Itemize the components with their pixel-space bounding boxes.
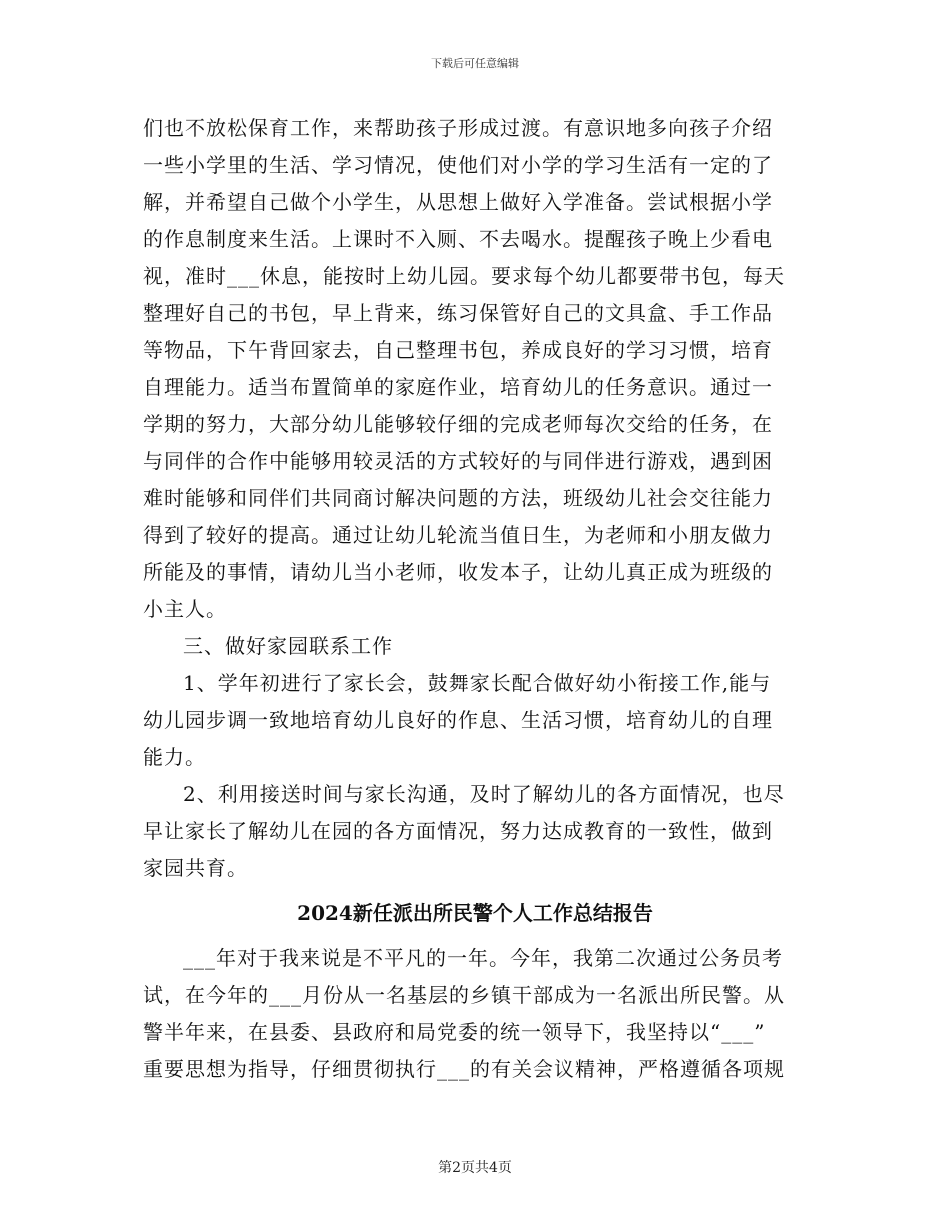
list-item-line: 能力。	[143, 745, 206, 769]
paragraph-line: 学期的努力，大部分幼儿能够较仔细的完成老师每次交给的任务，在	[143, 412, 773, 436]
paragraph-line: 所能及的事情，请幼儿当小老师，收发本子，让幼儿真正成为班级的	[143, 560, 773, 584]
paragraph-line: 解，并希望自己做个小学生，从思想上做好入学准备。尝试根据小学	[143, 190, 773, 214]
paragraph-line: 试，在今年的___月份从一名基层的乡镇干部成为一名派出所民警。从	[143, 983, 785, 1007]
report-title: 2024新任派出所民警个人工作总结报告	[297, 901, 653, 925]
paragraph-line: 重要思想为指导，仔细贯彻执行___的有关会议精神，严格遵循各项规	[143, 1057, 785, 1081]
paragraph-line: 得到了较好的提高。通过让幼儿轮流当值日生，为老师和小朋友做力	[143, 523, 773, 547]
paragraph-line: 等物品，下午背回家去，自己整理书包，养成良好的学习习惯，培育	[143, 338, 773, 362]
list-item-line: 2、利用接送时间与家长沟通，及时了解幼儿的各方面情况，也尽	[183, 782, 785, 806]
paragraph-line: 难时能够和同伴们共同商讨解决问题的方法，班级幼儿社会交往能力	[143, 486, 773, 510]
list-item-line: 1、学年初进行了家长会，鼓舞家长配合做好幼小衔接工作,能与	[183, 671, 772, 695]
page-number: 第2页共4页	[438, 1160, 512, 1176]
body-text	[143, 110, 808, 887]
paragraph-line: 整理好自己的书包，早上背来，练习保管好自己的文具盒、手工作品	[143, 301, 773, 325]
section-heading: 三、做好家园联系工作	[183, 634, 393, 658]
paragraph-line: 自理能力。适当布置简单的家庭作业，培育幼儿的任务意识。通过一	[143, 375, 773, 399]
paragraph-line: 视，准时___休息，能按时上幼儿园。要求每个幼儿都要带书包，每天	[143, 264, 785, 288]
paragraph-line: 们也不放松保育工作，来帮助孩子形成过渡。有意识地多向孩子介绍	[143, 116, 773, 140]
list-item-line: 家园共育。	[143, 856, 248, 880]
paragraph-line: 小主人。	[143, 597, 227, 621]
paragraph-line: 一些小学里的生活、学习情况，使他们对小学的学习生活有一定的了	[143, 153, 773, 177]
report-body	[143, 940, 808, 1088]
paragraph-line: 与同伴的合作中能够用较灵活的方式较好的与同伴进行游戏，遇到困	[143, 449, 773, 473]
list-item-line: 早让家长了解幼儿在园的各方面情况，努力达成教育的一致性，做到	[143, 819, 773, 843]
list-item-line: 幼儿园步调一致地培育幼儿良好的作息、生活习惯，培育幼儿的自理	[143, 708, 773, 732]
paragraph-line: 警半年来，在县委、县政府和局党委的统一领导下，我坚持以“___”	[143, 1020, 766, 1044]
header-note: 下载后可任意编辑	[431, 57, 519, 70]
paragraph-line: 的作息制度来生活。上课时不入厕、不去喝水。提醒孩子晚上少看电	[143, 227, 773, 251]
paragraph-line: ___年对于我来说是不平凡的一年。今年，我第二次通过公务员考	[183, 946, 783, 970]
